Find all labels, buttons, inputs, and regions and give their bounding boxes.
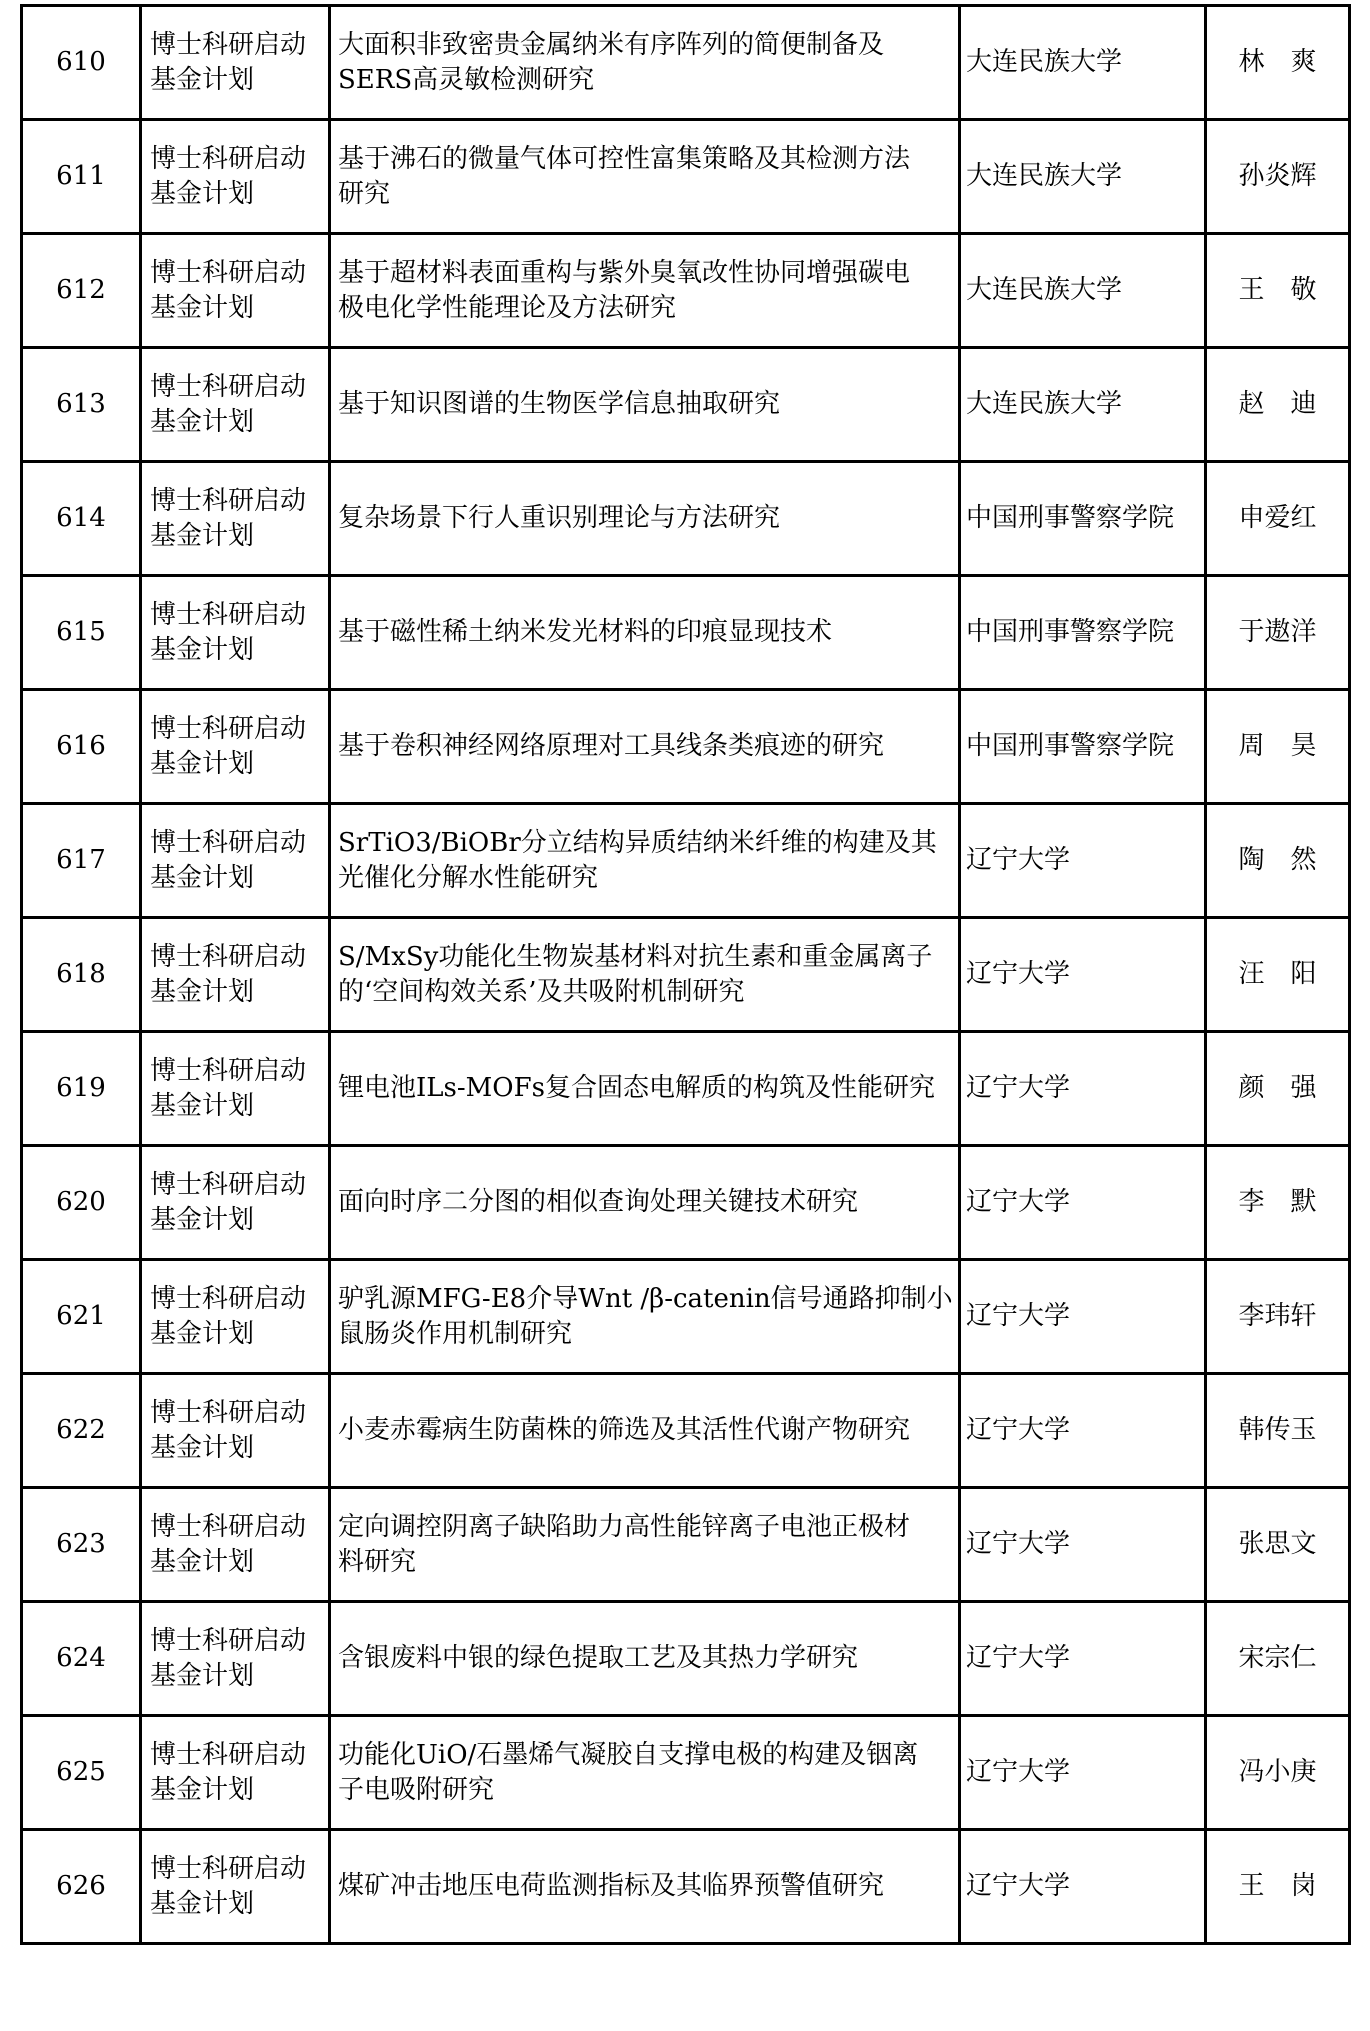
funding-category-text: 基金计划	[150, 1546, 255, 1577]
row-number-text: 619	[56, 1073, 106, 1103]
project-title	[330, 234, 960, 348]
funding-category-text: 博士科研启动	[150, 941, 307, 972]
row-number-text: 621	[56, 1301, 106, 1331]
funding-category-text: 基金计划	[150, 1888, 255, 1919]
row-number-text: 626	[56, 1871, 106, 1901]
funding-category-text: 博士科研启动	[150, 827, 307, 858]
funding-category-text: 博士科研启动	[150, 1169, 307, 1200]
funding-category	[141, 1260, 330, 1374]
project-title	[330, 1716, 960, 1830]
institution-text: 大连民族大学	[966, 389, 1123, 419]
principal-investigator	[1206, 576, 1350, 690]
project-title-text: 极电化学性能理论及方法研究	[338, 292, 677, 323]
table-row	[22, 1716, 1350, 1830]
funding-category	[141, 576, 330, 690]
institution-text: 辽宁大学	[966, 1643, 1071, 1673]
funding-category-text: 基金计划	[150, 748, 255, 779]
project-title-text: 小麦赤霉病生防菌株的筛选及其活性代谢产物研究	[338, 1415, 911, 1445]
institution-text: 中国刑事警察学院	[966, 617, 1175, 647]
project-title-text: 子电吸附研究	[338, 1774, 495, 1805]
principal-investigator	[1206, 120, 1350, 234]
funding-category-text: 博士科研启动	[150, 1853, 307, 1884]
principal-investigator-text: 冯小庚	[1238, 1757, 1317, 1787]
row-number	[22, 1032, 141, 1146]
principal-investigator-text: 陶 然	[1238, 845, 1317, 875]
principal-investigator-text: 韩传玉	[1238, 1415, 1317, 1445]
principal-investigator-text: 王 敬	[1238, 275, 1317, 305]
table-row	[22, 120, 1350, 234]
funding-category-text: 基金计划	[150, 520, 255, 551]
row-number	[22, 234, 141, 348]
funding-category	[141, 348, 330, 462]
row-number-text: 623	[56, 1529, 106, 1559]
row-number	[22, 462, 141, 576]
principal-investigator	[1206, 1146, 1350, 1260]
project-title	[330, 576, 960, 690]
principal-investigator	[1206, 1488, 1350, 1602]
project-title	[330, 348, 960, 462]
project-title-text: 基于超材料表面重构与紫外臭氧改性协同增强碳电	[338, 257, 911, 288]
table-row	[22, 1032, 1350, 1146]
project-title-text: 料研究	[338, 1546, 417, 1577]
row-number	[22, 690, 141, 804]
funding-category	[141, 1374, 330, 1488]
principal-investigator	[1206, 348, 1350, 462]
project-title-text: 定向调控阴离子缺陷助力高性能锌离子电池正极材	[338, 1511, 911, 1542]
funding-category	[141, 234, 330, 348]
principal-investigator-text: 汪 阳	[1238, 959, 1317, 989]
row-number	[22, 576, 141, 690]
project-title-text: 复杂场景下行人重识别理论与方法研究	[338, 503, 781, 533]
project-title-text: 光催化分解水性能研究	[338, 862, 599, 893]
principal-investigator-text: 李 默	[1238, 1187, 1317, 1217]
table-row	[22, 804, 1350, 918]
row-number-text: 610	[56, 47, 106, 77]
institution	[960, 462, 1206, 576]
principal-investigator	[1206, 1602, 1350, 1716]
principal-investigator	[1206, 462, 1350, 576]
row-number-text: 616	[56, 731, 106, 761]
institution	[960, 1146, 1206, 1260]
principal-investigator-text: 张思文	[1238, 1529, 1317, 1559]
institution-text: 辽宁大学	[966, 1871, 1071, 1901]
principal-investigator	[1206, 1260, 1350, 1374]
row-number-text: 618	[56, 959, 106, 989]
project-title	[330, 6, 960, 120]
funding-category-text: 博士科研启动	[150, 1397, 307, 1428]
project-title-text: 研究	[338, 178, 391, 209]
project-title	[330, 918, 960, 1032]
institution-text: 辽宁大学	[966, 1073, 1071, 1103]
project-title-text: 鼠肠炎作用机制研究	[338, 1318, 573, 1349]
row-number-text: 612	[56, 275, 106, 305]
project-title-text: SERS高灵敏检测研究	[338, 64, 595, 95]
table-row	[22, 462, 1350, 576]
principal-investigator	[1206, 6, 1350, 120]
principal-investigator-text: 于遨洋	[1238, 617, 1317, 647]
funding-category-text: 博士科研启动	[150, 1625, 307, 1656]
table-row	[22, 690, 1350, 804]
institution-text: 中国刑事警察学院	[966, 503, 1175, 533]
funding-category-text: 博士科研启动	[150, 1739, 307, 1770]
table-row	[22, 1830, 1350, 1944]
table-row	[22, 918, 1350, 1032]
principal-investigator	[1206, 690, 1350, 804]
funding-category-text: 博士科研启动	[150, 1055, 307, 1086]
institution-text: 辽宁大学	[966, 845, 1071, 875]
project-title	[330, 1260, 960, 1374]
institution-text: 辽宁大学	[966, 1415, 1071, 1445]
project-title-text: 含银废料中银的绿色提取工艺及其热力学研究	[338, 1643, 859, 1673]
funding-category-text: 博士科研启动	[150, 485, 307, 516]
table-row	[22, 6, 1350, 120]
row-number	[22, 120, 141, 234]
institution-text: 大连民族大学	[966, 275, 1123, 305]
institution	[960, 234, 1206, 348]
institution-text: 辽宁大学	[966, 1757, 1071, 1787]
institution	[960, 120, 1206, 234]
table-row	[22, 1602, 1350, 1716]
institution	[960, 1716, 1206, 1830]
principal-investigator-text: 宋宗仁	[1238, 1643, 1317, 1673]
project-title-text: 驴乳源MFG-E8介导Wnt /β-catenin信号通路抑制小	[338, 1283, 953, 1314]
project-title-text: 基于沸石的微量气体可控性富集策略及其检测方法	[338, 143, 911, 174]
principal-investigator-text: 颜 强	[1238, 1073, 1317, 1103]
row-number-text: 613	[56, 389, 106, 419]
funding-category-text: 基金计划	[150, 1432, 255, 1463]
funding-category	[141, 690, 330, 804]
project-title	[330, 120, 960, 234]
project-title-text: 煤矿冲击地压电荷监测指标及其临界预警值研究	[338, 1871, 885, 1901]
institution-text: 辽宁大学	[966, 1529, 1071, 1559]
project-title-text: SrTiO3/BiOBr分立结构异质结纳米纤维的构建及其	[338, 827, 937, 858]
funding-category	[141, 6, 330, 120]
project-title	[330, 1032, 960, 1146]
project-title-text: S/MxSy功能化生物炭基材料对抗生素和重金属离子	[338, 941, 933, 972]
principal-investigator-text: 孙炎辉	[1238, 161, 1317, 191]
institution	[960, 1374, 1206, 1488]
funding-category	[141, 1602, 330, 1716]
project-title	[330, 462, 960, 576]
row-number	[22, 1488, 141, 1602]
row-number	[22, 918, 141, 1032]
funding-category	[141, 1716, 330, 1830]
row-number-text: 617	[56, 845, 106, 875]
funding-category-text: 博士科研启动	[150, 1511, 307, 1542]
funding-category-text: 基金计划	[150, 1090, 255, 1121]
institution	[960, 1032, 1206, 1146]
funding-category	[141, 804, 330, 918]
row-number	[22, 1602, 141, 1716]
institution	[960, 576, 1206, 690]
project-title-text: 的‘空间构效关系’及共吸附机制研究	[338, 976, 745, 1007]
project-title-text: 面向时序二分图的相似查询处理关键技术研究	[338, 1187, 859, 1217]
institution	[960, 1260, 1206, 1374]
row-number	[22, 348, 141, 462]
funding-category-text: 基金计划	[150, 1660, 255, 1691]
project-title	[330, 1488, 960, 1602]
principal-investigator	[1206, 1374, 1350, 1488]
funding-category-text: 基金计划	[150, 178, 255, 209]
funding-category-text: 博士科研启动	[150, 29, 307, 60]
institution	[960, 6, 1206, 120]
institution-text: 辽宁大学	[966, 1301, 1071, 1331]
table-row	[22, 1488, 1350, 1602]
funding-category	[141, 120, 330, 234]
institution-text: 大连民族大学	[966, 161, 1123, 191]
funding-category	[141, 462, 330, 576]
project-table-body	[22, 6, 1350, 1944]
institution-text: 中国刑事警察学院	[966, 731, 1175, 761]
institution	[960, 1488, 1206, 1602]
project-title	[330, 1602, 960, 1716]
funding-category-text: 博士科研启动	[150, 713, 307, 744]
project-title-text: 基于卷积神经网络原理对工具线条类痕迹的研究	[338, 731, 885, 761]
funding-category	[141, 1032, 330, 1146]
row-number-text: 614	[56, 503, 106, 533]
funding-category	[141, 1830, 330, 1944]
principal-investigator	[1206, 1830, 1350, 1944]
row-number-text: 615	[56, 617, 106, 647]
principal-investigator	[1206, 1032, 1350, 1146]
row-number	[22, 1146, 141, 1260]
project-title	[330, 804, 960, 918]
principal-investigator-text: 赵 迪	[1238, 389, 1317, 419]
funding-category-text: 博士科研启动	[150, 599, 307, 630]
funding-category-text: 基金计划	[150, 634, 255, 665]
row-number	[22, 1374, 141, 1488]
project-title-text: 功能化UiO/石墨烯气凝胶自支撑电极的构建及铟离	[338, 1739, 919, 1770]
funding-category-text: 基金计划	[150, 862, 255, 893]
principal-investigator	[1206, 234, 1350, 348]
project-title-text: 大面积非致密贵金属纳米有序阵列的简便制备及	[338, 29, 885, 60]
funding-category-text: 博士科研启动	[150, 257, 307, 288]
project-title	[330, 690, 960, 804]
row-number	[22, 1716, 141, 1830]
table-row	[22, 1260, 1350, 1374]
principal-investigator-text: 李玮轩	[1238, 1301, 1317, 1331]
principal-investigator-text: 林 爽	[1238, 47, 1317, 77]
project-title	[330, 1830, 960, 1944]
project-title-text: 锂电池ILs-MOFs复合固态电解质的构筑及性能研究	[338, 1073, 935, 1103]
funding-category	[141, 1146, 330, 1260]
row-number	[22, 6, 141, 120]
institution	[960, 690, 1206, 804]
institution-text: 辽宁大学	[966, 1187, 1071, 1217]
institution	[960, 918, 1206, 1032]
institution	[960, 1602, 1206, 1716]
funding-category	[141, 918, 330, 1032]
principal-investigator-text: 王 岗	[1238, 1871, 1317, 1901]
funding-category-text: 基金计划	[150, 64, 255, 95]
row-number	[22, 1830, 141, 1944]
funding-category-text: 基金计划	[150, 1204, 255, 1235]
institution	[960, 804, 1206, 918]
principal-investigator	[1206, 1716, 1350, 1830]
row-number-text: 625	[56, 1757, 106, 1787]
row-number-text: 611	[56, 161, 106, 191]
row-number-text: 622	[56, 1415, 106, 1445]
funding-category-text: 博士科研启动	[150, 1283, 307, 1314]
institution	[960, 1830, 1206, 1944]
funding-category	[141, 1488, 330, 1602]
project-table	[20, 4, 1351, 1945]
funding-category-text: 基金计划	[150, 976, 255, 1007]
funding-category-text: 基金计划	[150, 1774, 255, 1805]
institution-text: 辽宁大学	[966, 959, 1071, 989]
principal-investigator	[1206, 918, 1350, 1032]
institution-text: 大连民族大学	[966, 47, 1123, 77]
funding-category-text: 基金计划	[150, 292, 255, 323]
row-number	[22, 804, 141, 918]
funding-category-text: 博士科研启动	[150, 371, 307, 402]
table-row	[22, 348, 1350, 462]
funding-category-text: 基金计划	[150, 406, 255, 437]
project-title-text: 基于知识图谱的生物医学信息抽取研究	[338, 389, 781, 419]
funding-category-text: 基金计划	[150, 1318, 255, 1349]
row-number-text: 624	[56, 1643, 106, 1673]
project-title	[330, 1374, 960, 1488]
row-number-text: 620	[56, 1187, 106, 1217]
table-row	[22, 234, 1350, 348]
institution	[960, 348, 1206, 462]
principal-investigator	[1206, 804, 1350, 918]
project-title-text: 基于磁性稀土纳米发光材料的印痕显现技术	[338, 617, 833, 647]
table-row	[22, 1374, 1350, 1488]
principal-investigator-text: 申爱红	[1238, 503, 1317, 533]
table-row	[22, 1146, 1350, 1260]
project-title	[330, 1146, 960, 1260]
table-row	[22, 576, 1350, 690]
principal-investigator-text: 周 昊	[1238, 731, 1317, 761]
funding-category-text: 博士科研启动	[150, 143, 307, 174]
row-number	[22, 1260, 141, 1374]
